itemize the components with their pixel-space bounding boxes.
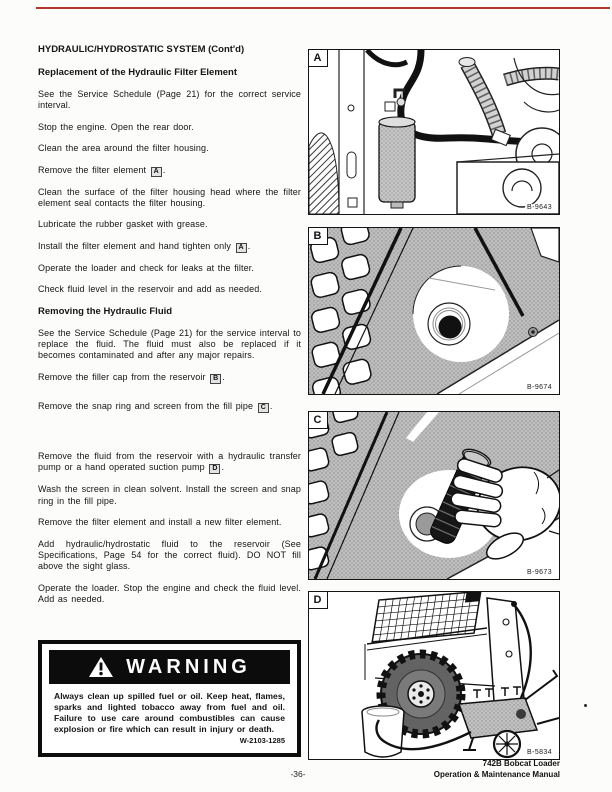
figure-ref-d: D	[209, 464, 220, 474]
paragraph: Operate the loader and check for leaks at the filter.	[38, 262, 254, 273]
figure-ref-a: A	[236, 243, 247, 253]
footer-doc-info	[434, 758, 560, 780]
top-red-rule	[36, 7, 610, 9]
figure-label-a: A	[308, 49, 328, 67]
figure-d-panel	[308, 591, 560, 760]
photo-id-d: B-5834	[527, 749, 552, 756]
figure-d-illustration	[309, 592, 559, 759]
page-title: HYDRAULIC/HYDROSTATIC SYSTEM (Cont'd)	[38, 44, 245, 55]
warning-body: Always clean up spilled fuel or oil. Keep heat, flames, sparks and lighted tobacco away from fuel and oil. Failure to use care around combustibles can cause explosion or fire which can result in injury or death.	[54, 691, 285, 734]
figure-a-panel	[308, 49, 560, 215]
paragraph: Operate the loader. Stop the engine and check the fluid level. Add as needed.	[38, 582, 301, 605]
warning-box	[38, 640, 301, 757]
ink-speck	[584, 704, 587, 707]
figure-a-illustration	[309, 50, 559, 214]
figure-ref-b: B	[210, 374, 221, 384]
paragraph: Stop the engine. Open the rear door.	[38, 121, 194, 132]
figure-label-b: B	[308, 227, 328, 245]
footer-doc-subtitle: Operation & Maintenance Manual	[433, 770, 560, 779]
warning-title: WARNING	[126, 655, 251, 678]
page-number: -36-	[290, 769, 306, 779]
warning-header-band	[49, 650, 290, 684]
figure-label-d: D	[308, 591, 328, 609]
paragraph: Check fluid level in the reservoir and add as needed.	[38, 284, 262, 295]
warning-triangle-icon	[88, 656, 114, 678]
paragraph: Remove the filler cap from the reservoir B .	[38, 371, 225, 382]
figure-b-panel	[308, 227, 560, 395]
figure-label-c: C	[308, 411, 328, 429]
footer-doc-title: 742B Bobcat Loader	[482, 759, 560, 768]
section-heading: Replacement of the Hydraulic Filter Element	[38, 67, 238, 78]
paragraph: Add hydraulic/hydrostatic fluid to the reservoir (See Specifications, Page 54 for the correct fluid). DO NOT fill above the sight glass.	[38, 538, 301, 572]
paragraph: Clean the area around the filter housing.	[38, 143, 209, 154]
section-removing-fluid	[38, 306, 301, 606]
paragraph: Lubricate the rubber gasket with grease.	[38, 219, 208, 230]
photo-id-c: B-9673	[527, 569, 552, 576]
paragraph: Wash the screen in clean solvent. Install the screen and snap ring in the fill pipe.	[38, 484, 301, 506]
photo-id-b: B-9674	[527, 384, 552, 391]
figure-c-panel	[308, 411, 560, 580]
figure-c-illustration	[309, 412, 559, 579]
figure-ref-c: C	[258, 403, 269, 413]
text-column	[38, 44, 301, 616]
paragraph: Remove the fluid from the reservoir with a hydraulic transfer pump or a hand operated suction pump D .	[38, 450, 301, 473]
paragraph: Remove the snap ring and screen from the fill pipe C .	[38, 400, 273, 411]
paragraph: Clean the surface of the filter housing head where the filter element seal contacts the filter housing.	[38, 186, 301, 209]
paragraph: See the Service Schedule (Page 21) for the correct service interval.	[38, 89, 301, 111]
warning-code: W-2103-1285	[239, 736, 285, 745]
photo-id-a: B-9643	[527, 204, 552, 211]
paragraph: Remove the filter element A .	[38, 164, 166, 175]
paragraph: Install the filter element and hand tighten only A .	[38, 240, 251, 251]
figure-b-illustration	[309, 228, 559, 394]
paragraph: Remove the filter element and install a new filter element.	[38, 517, 282, 528]
section-filter-replacement	[38, 67, 301, 296]
figure-ref-a: A	[151, 167, 162, 177]
section-heading: Removing the Hydraulic Fluid	[38, 305, 173, 317]
paragraph: See the Service Schedule (Page 21) for the service interval to replace the fluid. The fluid must also be replaced if it becomes contaminated and after any major repairs.	[38, 327, 301, 361]
